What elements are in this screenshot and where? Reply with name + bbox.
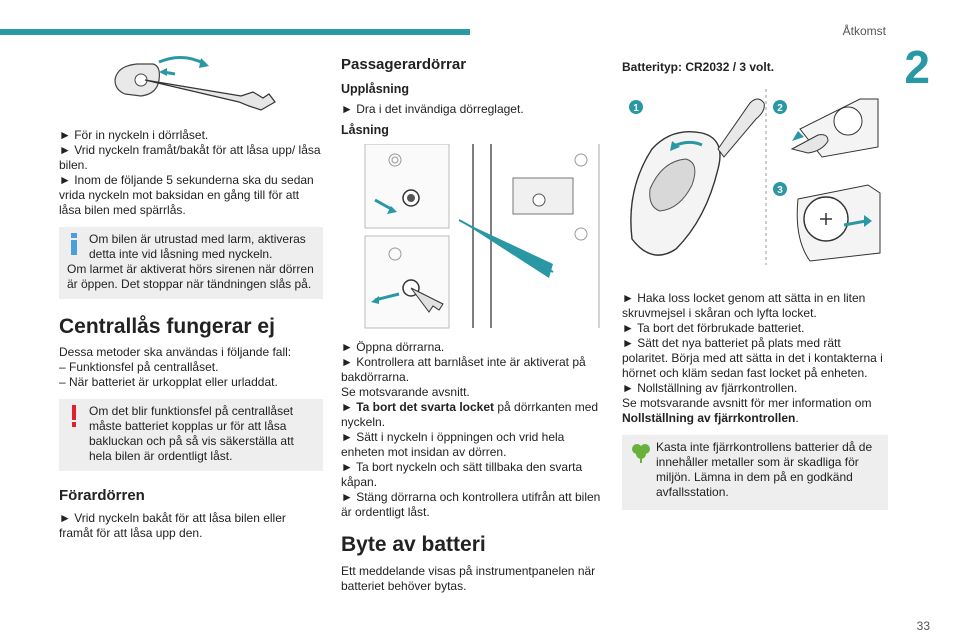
battery-step-remove: ► Ta bort det förbrukade batteriet. [622, 321, 805, 335]
battery-replacement-figure [622, 89, 884, 267]
fig-label-2: 2 [777, 103, 783, 114]
section-title: Åtkomst [842, 24, 886, 38]
fig-label-3: 3 [777, 185, 783, 196]
heading-passenger-doors: Passagerardörrar [341, 56, 467, 73]
warning-note-text: Om det blir funktionsfel på centrallåset måste batteriet kopplas ur för att låsa bakluckan och på så vis säkerställa att hela bilen är ordentligt låst. [89, 404, 294, 463]
step-turn-key: ► Vrid nyckeln framåt/bakåt för att låsa upp/ låsa bilen. [59, 143, 321, 172]
key-in-lock-figure [113, 50, 283, 120]
warning-note [59, 399, 323, 471]
battery-intro: Ett meddelande visas på instrumentpanelen när batteriet behöver bytas. [341, 564, 596, 593]
door-lock-figure [363, 144, 603, 334]
top-accent-bar [0, 29, 470, 35]
unlock-step: ► Dra i det invändiga dörreglaget. [341, 102, 524, 116]
subheading-unlock: Upplåsning [341, 82, 410, 96]
step-deadlock: ► Inom de följande 5 sekunderna ska du sedan vrida nyckeln mot baksidan en gång till för att låsa bilen med spärrlås. [59, 173, 314, 217]
column-middle [341, 56, 606, 594]
lock-step-child-lock: ► Kontrollera att barnlåset inte är aktiverat på bakdörrarna. [341, 355, 586, 384]
battery-ref-text: Se motsvarande avsnitt för mer information om [622, 396, 872, 410]
battery-type: Batterityp: CR2032 / 3 volt. [622, 60, 775, 74]
chapter-number: 2 [904, 41, 930, 93]
eco-note [622, 435, 888, 510]
battery-ref-end: . [795, 411, 799, 425]
subheading-lock: Låsning [341, 123, 389, 137]
info-note [59, 227, 323, 299]
eco-note-text: Kasta inte fjärrkontrollens batterier då de innehåller metaller som är skadliga för miljön. Lämna in dem på en godkänd avfallsstation. [656, 440, 873, 499]
recycle-leaf-icon [630, 441, 652, 463]
battery-step-unhook: ► Haka loss locket genom att sätta in en liten skruvmejsel i skåran och lyfta locket. [622, 291, 866, 320]
step-insert-key: ► För in nyckeln i dörrlåset. [59, 128, 209, 142]
remove-cover-rest: på dörrkanten med nyckeln. [341, 400, 599, 429]
heading-driver-door: Förardörren [59, 487, 145, 504]
battery-ref-bold: Nollställning av fjärrkontrollen [622, 411, 796, 425]
heading-battery-change: Byte av batteri [341, 533, 486, 556]
info-note-line1: Om bilen är utrustad med larm, aktiveras detta inte vid låsning med nyckeln. [89, 232, 306, 261]
lock-step-see-section: Se motsvarande avsnitt. [341, 385, 470, 399]
lock-step-close-doors: ► Stäng dörrarna och kontrollera utifrån att bilen är ordentligt låst. [341, 490, 601, 519]
battery-step-reset: ► Nollställning av fjärrkontrollen. [622, 381, 798, 395]
heading-central-lock: Centrallås fungerar ej [59, 315, 275, 338]
warning-icon [69, 405, 79, 427]
driver-door-step: ► Vrid nyckeln bakåt för att låsa bilen eller framåt för att låsa upp den. [59, 511, 286, 540]
info-note-line2: Om larmet är aktiverat hörs sirenen när dörren är öppen. Det stoppar när tändningen slås på. [67, 262, 314, 291]
central-case-1: – Funktionsfel på centrallåset. [59, 360, 219, 374]
column-left [59, 50, 323, 541]
lock-step-remove-key: ► Ta bort nyckeln och sätt tillbaka den svarta kåpan. [341, 460, 583, 489]
column-right [622, 60, 888, 510]
fig-label-1: 1 [633, 103, 639, 114]
lock-step-insert-key: ► Sätt i nyckeln i öppningen och vrid hela enheten mot insidan av dörren. [341, 430, 565, 459]
battery-step-insert: ► Sätt det nya batteriet på plats med rätt polaritet. Börja med att sätta in det i kontakterna i hörnet och kläm sedan fast locket på enheten. [622, 336, 883, 380]
page-number: 33 [916, 619, 930, 633]
central-case-2: – När batteriet är urkopplat eller urladdat. [59, 375, 278, 389]
central-intro: Dessa metoder ska användas i följande fall: [59, 345, 292, 359]
lock-step-remove-cover [341, 400, 606, 430]
battery-reference [622, 396, 888, 426]
lock-step-open: ► Öppna dörrarna. [341, 340, 445, 354]
remove-cover-bold: ► Ta bort det svarta locket [341, 400, 495, 414]
info-icon [69, 233, 79, 255]
